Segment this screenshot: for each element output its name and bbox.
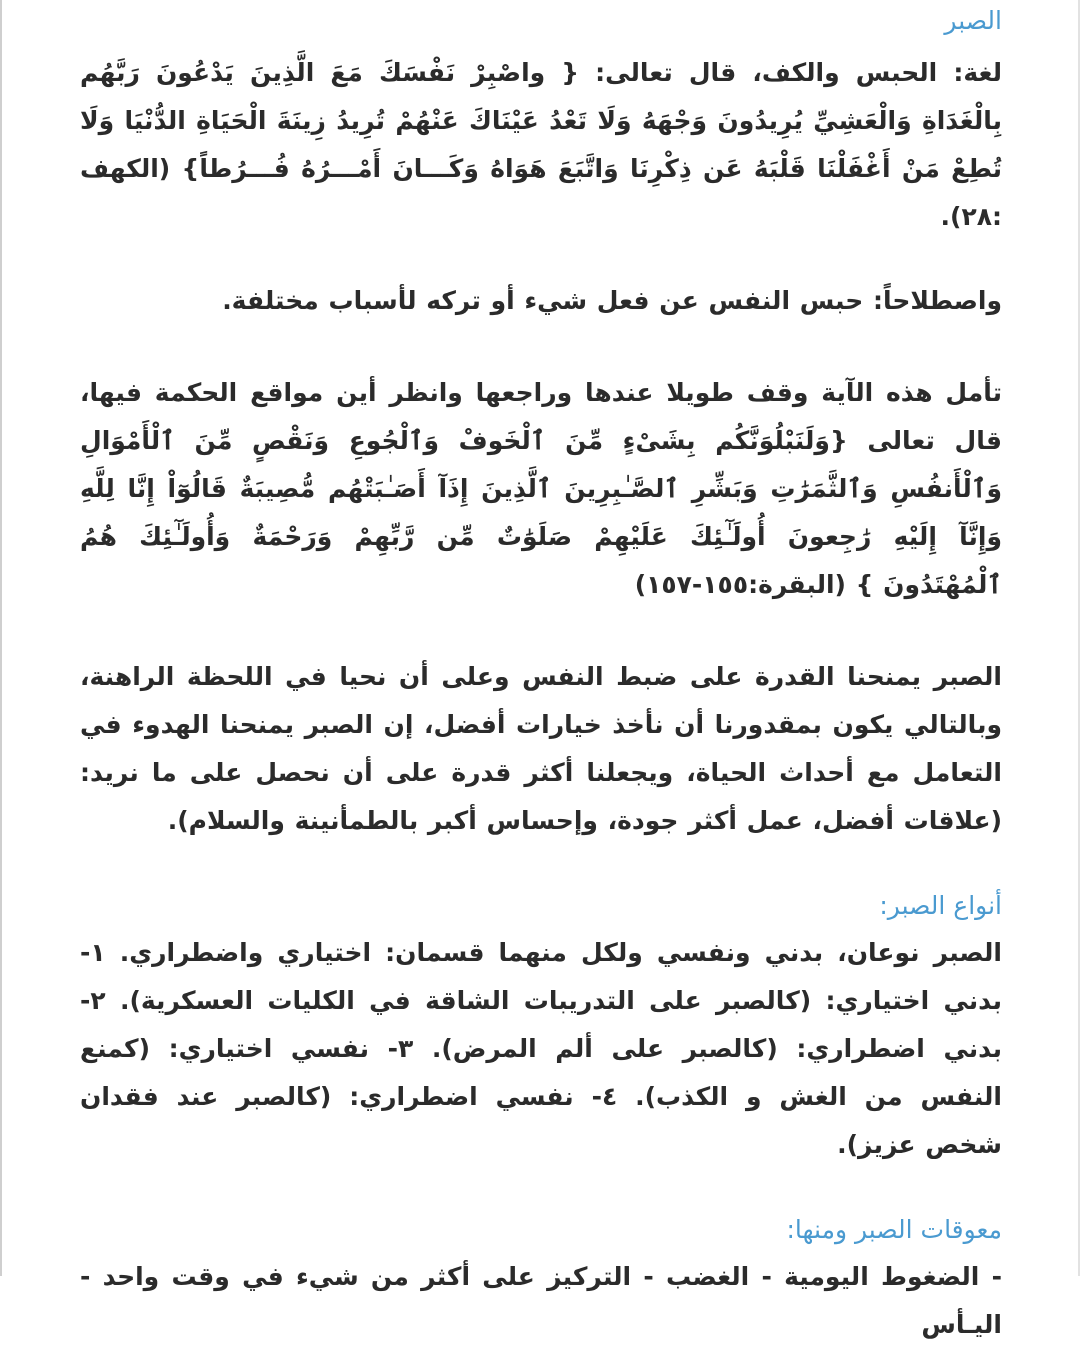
paragraph-types: الصبر نوعان، بدني ونفسي ولكل منهما قسمان: اختياري واضطراري. ١- بدني اختياري: (كالصبر على التدريبات الشاقة في الكليات العسكرية). ٢- بدني اضطراري: (كالصبر على ألم المرض). ٣- نفسي اختياري: (كمنع النفس من الغش و الكذب). ٤- نفسي اضطراري: (كالصبر عند فقدان شخص عزيز). bbox=[80, 938, 1003, 1159]
paragraph-linguistic-definition: لغة: الحبس والكف، قال تعالى: { واصْبِرْ نَفْسَكَ مَعَ الَّذِينَ يَدْعُونَ رَبَّهُم بِالْغَدَاةِ وَالْعَشِيِّ يُرِيدُونَ وَجْهَهُ وَلَا تَعْدُ عَيْنَاكَ عَنْهُمْ تُرِيدُ زِينَةَ الْحَيَاةِ الدُّنْيَا وَلَا تُطِعْ مَنْ أَغْفَلْنَا قَلْبَهُ عَن ذِكْرِنَا وَاتَّبَعَ هَوَاهُ وَكَـــانَ أَمْـــرُهُ فُـــرُطاً} (الكهف :٢٨). bbox=[80, 58, 1002, 231]
article-body bbox=[80, 0, 1002, 1349]
left-border bbox=[0, 0, 2, 1276]
paragraph-obstacles: - الضغوط اليومية - الغضب - التركيز على أكثر من شيء في وقت واحد - اليـأس bbox=[80, 1262, 1002, 1339]
paragraph-technical-definition: واصطلاحاً: حبس النفس عن فعل شيء أو تركه لأسباب مختلفة. bbox=[222, 286, 1002, 315]
paragraph-reflection-verse: تأمل هذه الآية وقف طويلا عندها وراجعها وانظر أين مواقع الحكمة فيها، قال تعالى {وَلَنَبْلُوَنَّكُم بِشَىْءٍ مِّنَ ٱلْخَوفْ وَٱلْجُوعِ وَنَقْصٍ مِّنَ ٱلْأَمْوَالِ وَٱلْأَنفُسِ وَٱلثَّمَرَٰتِ وَبَشِّرِ ٱلصَّـٰبِرِينَ ٱلَّذِينَ إِذَآ أَصَـٰبَتْهُم مُّصِيبَةٌ قَالُوٓاْ إِنَّا لِلَّهِ وَإِنَّآ إِلَيْهِ رَٰجِعونَ أُولَـٰٓئِكَ عَلَيْهِمْ صَلَوَٰتٌ مِّن رَّبِّهِمْ وَرَحْمَةٌ وَأُولَـٰٓئِكَ هُمُ ٱلْمُهْتَدُونَ } (البقرة:١٥٥-١٥٧) bbox=[80, 378, 1002, 599]
section-title-types: أنواع الصبر: bbox=[879, 891, 1002, 920]
section-title-obstacles: معوقات الصبر ومنها: bbox=[786, 1215, 1002, 1244]
section-title-sabr: الصبر bbox=[944, 6, 1002, 35]
paragraph-benefits: الصبر يمنحنا القدرة على ضبط النفس وعلى أن نحيا في اللحظة الراهنة، وبالتالي يكون بمقدورنا أن نأخذ خيارات أفضل، إن الصبر يمنحنا الهدوء في التعامل مع أحداث الحياة، ويجعلنا أكثر قدرة على أن نحصل على ما نريد: (علاقات أفضل، عمل أكثر جودة، وإحساس أكبر بالطمأنينة والسلام). bbox=[80, 662, 1002, 835]
